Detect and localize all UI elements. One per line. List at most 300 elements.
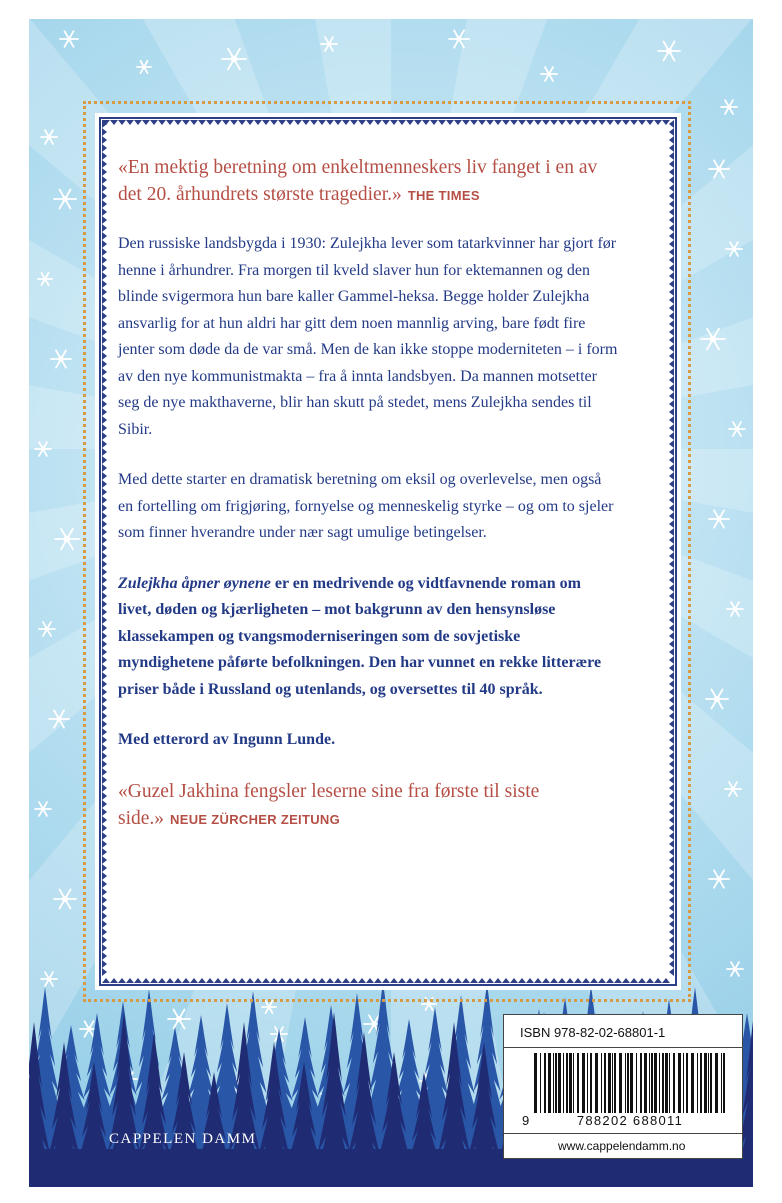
barcode-bar — [619, 1053, 622, 1113]
sawtooth-triangle — [669, 896, 674, 904]
sawtooth-triangle — [190, 120, 198, 125]
barcode-bar — [590, 1053, 592, 1113]
blurb-paragraph-2: Med dette starter en dramatisk beretning om eksil og overlevelse, men også en fortelling om frigjøring, fornyelse og menneskelig styrke – og om to sjeler som finner hverandre under nær sagt umulige betingelser. — [118, 471, 614, 541]
sawtooth-triangle — [526, 120, 534, 125]
sawtooth-triangle — [462, 120, 470, 125]
sawtooth-triangle — [669, 752, 674, 760]
sawtooth-triangle — [526, 978, 534, 983]
sawtooth-triangle — [102, 952, 107, 960]
sawtooth-triangle — [102, 752, 107, 760]
sawtooth-triangle — [102, 800, 107, 808]
sawtooth-triangle — [622, 978, 630, 983]
barcode-bar — [673, 1053, 675, 1113]
sawtooth-triangle — [669, 344, 674, 352]
sawtooth-triangle — [350, 120, 358, 125]
sawtooth-triangle — [102, 624, 107, 632]
sawtooth-triangle — [102, 864, 107, 872]
sawtooth-triangle — [669, 696, 674, 704]
sawtooth-triangle — [102, 544, 107, 552]
sawtooth-triangle — [102, 664, 107, 672]
sawtooth-triangle — [510, 120, 518, 125]
barcode-bar — [691, 1053, 694, 1113]
sawtooth-triangle — [102, 280, 107, 288]
sawtooth-triangle — [566, 978, 574, 983]
sawtooth-triangle — [102, 152, 107, 160]
sawtooth-triangle — [102, 848, 107, 856]
barcode-bar — [587, 1053, 588, 1113]
sawtooth-triangle — [662, 978, 670, 983]
sawtooth-triangle — [102, 592, 107, 600]
sawtooth-triangle — [669, 536, 674, 544]
sawtooth-triangle — [102, 584, 107, 592]
sawtooth-triangle — [102, 872, 107, 880]
sawtooth-triangle — [486, 978, 494, 983]
sawtooth-triangle — [558, 120, 566, 125]
sawtooth-triangle — [669, 520, 674, 528]
sawtooth-triangle — [574, 978, 582, 983]
sawtooth-triangle — [102, 392, 107, 400]
sawtooth-triangle — [342, 120, 350, 125]
sawtooth-triangle — [478, 978, 486, 983]
barcode-bar — [558, 1053, 561, 1113]
sawtooth-triangle — [669, 160, 674, 168]
sawtooth-triangle — [590, 120, 598, 125]
sawtooth-triangle — [414, 120, 422, 125]
sawtooth-triangle — [102, 296, 107, 304]
sawtooth-triangle — [494, 120, 502, 125]
sawtooth-triangle — [102, 968, 107, 976]
sawtooth-triangle — [669, 904, 674, 912]
sawtooth-triangle — [669, 432, 674, 440]
sawtooth-triangle — [606, 978, 614, 983]
sawtooth-triangle — [102, 328, 107, 336]
sawtooth-triangle — [550, 120, 558, 125]
sawtooth-triangle — [102, 504, 107, 512]
sawtooth-triangle — [254, 120, 262, 125]
sawtooth-triangle — [102, 744, 107, 752]
sawtooth-triangle — [142, 978, 150, 983]
sawtooth-triangle — [669, 560, 674, 568]
sawtooth-triangle — [110, 120, 118, 125]
sawtooth-triangle — [582, 120, 590, 125]
sawtooth-triangle — [669, 264, 674, 272]
sawtooth-triangle — [669, 488, 674, 496]
sawtooth-triangle — [669, 456, 674, 464]
sawtooth-triangle — [102, 208, 107, 216]
sawtooth-triangle — [598, 120, 606, 125]
barcode-bar — [569, 1053, 572, 1113]
sawtooth-triangle — [286, 120, 294, 125]
blurb-paragraph-1: Den russiske landsbygda i 1930: Zulejkha lever som tatarkvinner har gjort før henne i århundrer. Fra morgen til kveld slaver hun for ektemannen og den blinde svigermora hun bare kaller Gammel-heksa. Begge holder Zulejkha ansvarlig for at hun aldri har gitt dem noen mannlig arving, bare født fire jenter som døde da de var små. Men de kan ikke stoppe moderniteten – i form av den nye kommunistmakta – fra å innta landsbyen. Da mannen motsetter seg de nye makthaverne, blir han skutt på stedet, mens Zulejkha sendes til Sibir. — [118, 235, 618, 438]
sawtooth-triangle — [126, 120, 134, 125]
sawtooth-triangle — [614, 978, 622, 983]
sawtooth-triangle — [542, 120, 550, 125]
sawtooth-triangle — [102, 656, 107, 664]
sawtooth-triangle — [669, 528, 674, 536]
sawtooth-triangle — [102, 840, 107, 848]
sawtooth-triangle — [102, 760, 107, 768]
sawtooth-triangle — [669, 664, 674, 672]
barcode-bar — [700, 1053, 702, 1113]
sawtooth-triangle — [669, 168, 674, 176]
sawtooth-triangle — [669, 448, 674, 456]
sawtooth-triangle — [669, 128, 674, 136]
sawtooth-triangle — [430, 120, 438, 125]
sawtooth-triangle — [669, 544, 674, 552]
divider — [504, 1047, 742, 1048]
sawtooth-triangle — [134, 978, 142, 983]
barcode-bar — [662, 1053, 664, 1113]
sawtooth-triangle — [102, 136, 107, 144]
sawtooth-triangle — [646, 120, 654, 125]
sawtooth-triangle — [102, 824, 107, 832]
sawtooth-triangle — [669, 400, 674, 408]
sawtooth-triangle — [166, 120, 174, 125]
sawtooth-triangle — [102, 216, 107, 224]
sawtooth-triangle — [669, 288, 674, 296]
sawtooth-triangle — [669, 648, 674, 656]
barcode-bar — [582, 1053, 585, 1113]
sawtooth-triangle — [102, 224, 107, 232]
sawtooth-triangle — [446, 978, 454, 983]
sawtooth-triangle — [174, 120, 182, 125]
sawtooth-triangle — [102, 400, 107, 408]
sawtooth-triangle — [422, 120, 430, 125]
sawtooth-triangle — [669, 208, 674, 216]
sawtooth-triangle — [102, 440, 107, 448]
sawtooth-triangle — [366, 120, 374, 125]
sawtooth-triangle — [158, 120, 166, 125]
sawtooth-triangle — [669, 216, 674, 224]
sawtooth-triangle — [486, 120, 494, 125]
sawtooth-triangle — [669, 768, 674, 776]
publisher-url: www.cappelendamm.no — [558, 1139, 686, 1153]
sawtooth-triangle — [582, 978, 590, 983]
sawtooth-triangle — [102, 496, 107, 504]
sawtooth-triangle — [102, 936, 107, 944]
sawtooth-triangle — [102, 768, 107, 776]
sawtooth-triangle — [669, 592, 674, 600]
sawtooth-triangle — [182, 120, 190, 125]
sawtooth-triangle — [350, 978, 358, 983]
barcode-bar — [669, 1053, 670, 1113]
barcode-bar — [601, 1053, 602, 1113]
sawtooth-triangle — [142, 120, 150, 125]
sawtooth-triangle — [646, 978, 654, 983]
sawtooth-triangle — [326, 120, 334, 125]
quote-bottom-source: NEUE ZÜRCHER ZEITUNG — [170, 811, 340, 827]
sawtooth-triangle — [102, 256, 107, 264]
sawtooth-triangle — [669, 968, 674, 976]
sawtooth-triangle — [102, 248, 107, 256]
sawtooth-triangle — [669, 384, 674, 392]
sawtooth-triangle — [374, 120, 382, 125]
sawtooth-triangle — [422, 978, 430, 983]
sawtooth-triangle — [374, 978, 382, 983]
sawtooth-triangle — [446, 120, 454, 125]
sawtooth-triangle — [669, 784, 674, 792]
sawtooth-triangle — [102, 464, 107, 472]
sawtooth-triangle — [669, 512, 674, 520]
sawtooth-triangle — [669, 176, 674, 184]
sawtooth-triangle — [669, 552, 674, 560]
sawtooth-triangle — [534, 978, 542, 983]
sawtooth-triangle — [669, 760, 674, 768]
sawtooth-triangle — [669, 272, 674, 280]
sawtooth-triangle — [318, 978, 326, 983]
sawtooth-triangle — [102, 360, 107, 368]
sawtooth-triangle — [669, 960, 674, 968]
sawtooth-triangle — [669, 328, 674, 336]
sawtooth-triangle — [669, 192, 674, 200]
sawtooth-triangle — [102, 144, 107, 152]
sawtooth-triangle — [382, 978, 390, 983]
sawtooth-triangle — [654, 978, 662, 983]
sawtooth-triangle — [669, 888, 674, 896]
quote-bottom — [118, 778, 618, 833]
sawtooth-triangle — [230, 120, 238, 125]
sawtooth-triangle — [102, 978, 110, 983]
sawtooth-triangle — [102, 784, 107, 792]
sawtooth-triangle — [102, 352, 107, 360]
sawtooth-triangle — [102, 552, 107, 560]
sawtooth-triangle — [669, 424, 674, 432]
sawtooth-triangle — [102, 512, 107, 520]
sawtooth-triangle — [366, 978, 374, 983]
sawtooth-triangle — [102, 960, 107, 968]
sawtooth-triangle — [102, 520, 107, 528]
sawtooth-triangle — [406, 978, 414, 983]
sawtooth-triangle — [669, 608, 674, 616]
barcode-bar — [544, 1053, 546, 1113]
sawtooth-triangle — [270, 120, 278, 125]
barcode-bar — [553, 1053, 554, 1113]
sawtooth-triangle — [302, 978, 310, 983]
sawtooth-triangle — [390, 978, 398, 983]
isbn-digits: 788202 688011 — [534, 1113, 726, 1128]
sawtooth-triangle — [294, 978, 302, 983]
sawtooth-triangle — [358, 120, 366, 125]
sawtooth-triangle — [206, 120, 214, 125]
sawtooth-triangle — [669, 440, 674, 448]
sawtooth-triangle — [102, 632, 107, 640]
sawtooth-triangle — [669, 864, 674, 872]
sawtooth-triangle — [669, 880, 674, 888]
sawtooth-triangle — [326, 978, 334, 983]
sawtooth-triangle — [669, 144, 674, 152]
barcode-bar — [654, 1053, 657, 1113]
sawtooth-triangle — [102, 376, 107, 384]
sawtooth-triangle — [669, 600, 674, 608]
sawtooth-triangle — [669, 392, 674, 400]
sawtooth-triangle — [590, 978, 598, 983]
sawtooth-triangle — [150, 978, 158, 983]
sawtooth-triangle — [102, 736, 107, 744]
sawtooth-triangle — [669, 408, 674, 416]
sawtooth-triangle — [462, 978, 470, 983]
book-title: Zulejkha åpner øynene — [118, 574, 271, 592]
sawtooth-triangle — [102, 792, 107, 800]
barcode-bar — [686, 1053, 688, 1113]
sawtooth-triangle — [102, 944, 107, 952]
sawtooth-triangle — [102, 160, 107, 168]
sawtooth-triangle — [669, 744, 674, 752]
sawtooth-triangle — [669, 728, 674, 736]
barcode-bar — [614, 1053, 616, 1113]
barcode-bar — [665, 1053, 668, 1113]
sawtooth-triangle — [102, 232, 107, 240]
sawtooth-triangle — [206, 978, 214, 983]
sawtooth-triangle — [102, 312, 107, 320]
sawtooth-triangle — [102, 288, 107, 296]
sawtooth-triangle — [238, 120, 246, 125]
sawtooth-triangle — [102, 568, 107, 576]
sawtooth-triangle — [542, 978, 550, 983]
sawtooth-triangle — [438, 120, 446, 125]
sawtooth-triangle — [198, 120, 206, 125]
sawtooth-triangle — [278, 978, 286, 983]
sawtooth-triangle — [238, 978, 246, 983]
sawtooth-triangle — [669, 256, 674, 264]
sawtooth-triangle — [102, 336, 107, 344]
quote-top-source: THE TIMES — [407, 188, 480, 203]
sawtooth-triangle — [102, 472, 107, 480]
sawtooth-triangle — [102, 888, 107, 896]
sawtooth-triangle — [102, 200, 107, 208]
sawtooth-triangle — [102, 432, 107, 440]
sawtooth-triangle — [638, 120, 646, 125]
barcode-bar — [683, 1053, 684, 1113]
isbn-leading-digit: 9 — [522, 1113, 530, 1128]
sawtooth-triangle — [669, 464, 674, 472]
divider — [504, 1133, 742, 1134]
sawtooth-triangle — [669, 416, 674, 424]
sawtooth-triangle — [494, 978, 502, 983]
sawtooth-triangle — [669, 688, 674, 696]
blurb-paragraph-3 — [118, 571, 618, 704]
sawtooth-triangle — [254, 978, 262, 983]
sawtooth-triangle — [102, 304, 107, 312]
sawtooth-triangle — [669, 848, 674, 856]
sawtooth-triangle — [230, 978, 238, 983]
sawtooth-triangle — [669, 312, 674, 320]
sawtooth-triangle — [102, 912, 107, 920]
sawtooth-triangle — [669, 280, 674, 288]
sawtooth-triangle — [102, 168, 107, 176]
sawtooth-triangle — [102, 816, 107, 824]
sawtooth-triangle — [118, 120, 126, 125]
cover-text — [118, 154, 618, 833]
sawtooth-triangle — [574, 120, 582, 125]
sawtooth-triangle — [478, 120, 486, 125]
sawtooth-triangle — [669, 480, 674, 488]
sawtooth-triangle — [166, 978, 174, 983]
sawtooth-triangle — [102, 536, 107, 544]
sawtooth-triangle — [669, 824, 674, 832]
isbn-label: ISBN 978-82-02-68801-1 — [520, 1025, 666, 1040]
sawtooth-triangle — [246, 978, 254, 983]
publisher-logo: CAPPELEN DAMM — [109, 1131, 257, 1147]
sawtooth-triangle — [669, 840, 674, 848]
sawtooth-triangle — [470, 120, 478, 125]
sawtooth-triangle — [134, 120, 142, 125]
barcode-bar — [649, 1053, 650, 1113]
sawtooth-triangle — [382, 120, 390, 125]
sawtooth-triangle — [606, 120, 614, 125]
sawtooth-triangle — [102, 576, 107, 584]
sawtooth-triangle — [669, 632, 674, 640]
sawtooth-triangle — [102, 320, 107, 328]
sawtooth-triangle — [534, 120, 542, 125]
sawtooth-triangle — [102, 344, 107, 352]
sawtooth-triangle — [302, 120, 310, 125]
sawtooth-triangle — [669, 576, 674, 584]
sawtooth-triangle — [190, 978, 198, 983]
sawtooth-triangle — [102, 920, 107, 928]
barcode-bar — [627, 1053, 629, 1113]
sawtooth-triangle — [669, 376, 674, 384]
sawtooth-triangle — [470, 978, 478, 983]
sawtooth-triangle — [270, 978, 278, 983]
sawtooth-triangle — [246, 120, 254, 125]
sawtooth-triangle — [669, 792, 674, 800]
barcode-bar — [595, 1053, 598, 1113]
barcode-bar — [651, 1053, 653, 1113]
sawtooth-triangle — [669, 136, 674, 144]
barcode-bar — [577, 1053, 579, 1113]
barcode-bar — [625, 1053, 626, 1113]
barcode-bar — [640, 1053, 642, 1113]
sawtooth-triangle — [102, 192, 107, 200]
barcode-bar — [715, 1053, 718, 1113]
sawtooth-triangle — [318, 120, 326, 125]
sawtooth-triangle — [342, 978, 350, 983]
sawtooth-triangle — [262, 978, 270, 983]
sawtooth-triangle — [118, 978, 126, 983]
barcode-bar — [659, 1053, 660, 1113]
sawtooth-triangle — [102, 560, 107, 568]
sawtooth-triangle — [669, 584, 674, 592]
sawtooth-triangle — [102, 712, 107, 720]
sawtooth-triangle — [669, 504, 674, 512]
sawtooth-triangle — [294, 120, 302, 125]
sawtooth-triangle — [669, 496, 674, 504]
sawtooth-triangle — [669, 232, 674, 240]
sawtooth-triangle — [669, 776, 674, 784]
sawtooth-triangle — [669, 624, 674, 632]
sawtooth-triangle — [102, 704, 107, 712]
sawtooth-triangle — [102, 240, 107, 248]
sawtooth-triangle — [222, 120, 230, 125]
sawtooth-triangle — [102, 368, 107, 376]
sawtooth-triangle — [102, 456, 107, 464]
sawtooth-triangle — [669, 296, 674, 304]
barcode-bar — [540, 1053, 541, 1113]
sawtooth-triangle — [102, 408, 107, 416]
sawtooth-triangle — [102, 696, 107, 704]
sawtooth-triangle — [669, 856, 674, 864]
barcode-bar — [548, 1053, 551, 1113]
barcode-bar — [697, 1053, 698, 1113]
sawtooth-triangle — [669, 368, 674, 376]
sawtooth-triangle — [669, 320, 674, 328]
sawtooth-triangle — [669, 832, 674, 840]
sawtooth-triangle — [102, 672, 107, 680]
barcode-bar — [678, 1053, 681, 1113]
sawtooth-triangle — [669, 120, 674, 128]
sawtooth-triangle — [102, 680, 107, 688]
sawtooth-triangle — [454, 120, 462, 125]
